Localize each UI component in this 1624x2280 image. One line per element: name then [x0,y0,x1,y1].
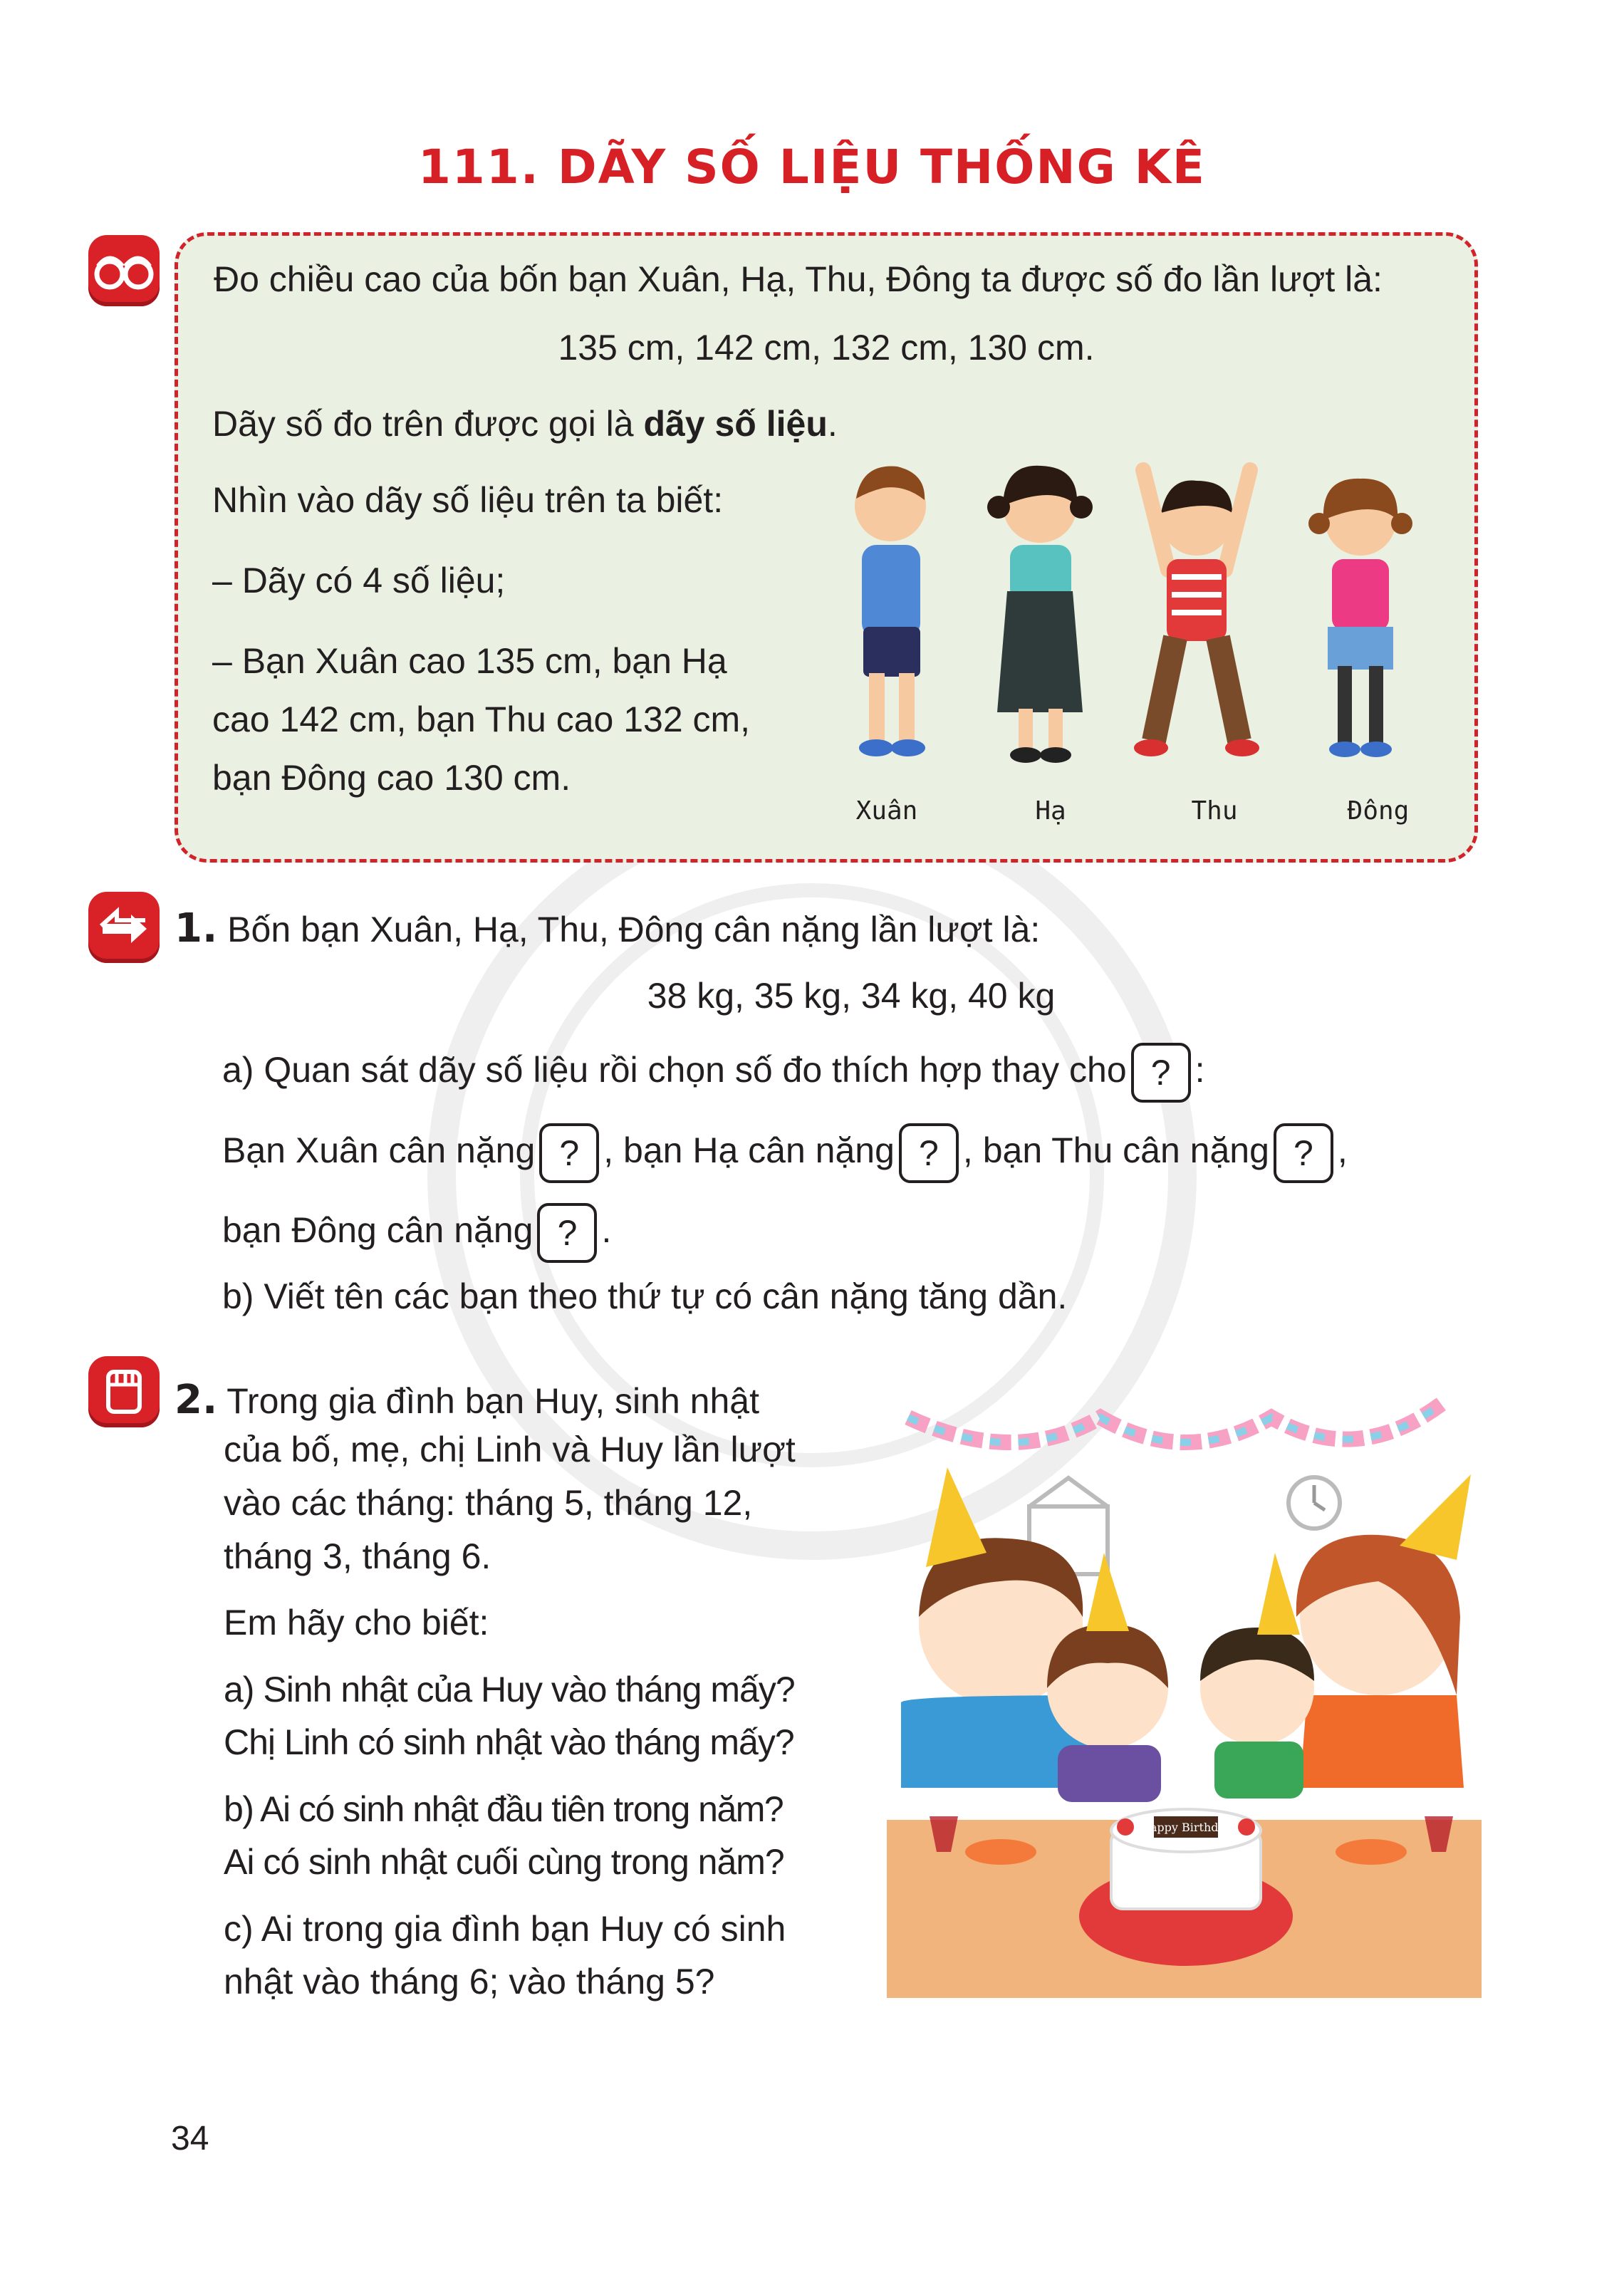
ex1-line-1: Bốn bạn Xuân, Hạ, Thu, Đông cân nặng lần lượt là: [227,910,1041,949]
ex1-number: 1. [175,905,218,952]
kid-ha-figure [987,466,1093,763]
ex1-row-1 [222,1117,1348,1184]
ex2-b-line-2: Ai có sinh nhật cuối cùng trong năm? [224,1842,784,1882]
ex1-row-2 [222,1197,611,1264]
ex2-c-line-1: c) Ai trong gia đình bạn Huy có sinh [224,1909,786,1949]
kid-label-xuan: Xuân [855,796,918,826]
binoculars-icon [88,235,160,306]
ex2-line-1 [175,1376,759,1424]
ex2-line-4: tháng 3, tháng 6. [224,1536,491,1576]
intro-line-7: cao 142 cm, bạn Thu cao 132 cm, [212,699,751,739]
ex2-a-line-2: Chị Linh có sinh nhật vào tháng mấy? [224,1722,794,1762]
intro-line-2: 135 cm, 142 cm, 132 cm, 130 cm. [558,328,1095,368]
ex1-part-a [222,1036,1205,1103]
intro-line-1: Đo chiều cao của bốn bạn Xuân, Hạ, Thu, Đông ta được số đo lần lượt là: [214,259,1383,299]
kids-illustration [819,456,1460,784]
ex1-r1-c: , bạn Thu cân nặng [962,1130,1269,1170]
ex1-data: 38 kg, 35 kg, 34 kg, 40 kg [647,976,1056,1016]
ex2-number: 2. [175,1377,218,1423]
ex2-a-line-1: a) Sinh nhật của Huy vào tháng mấy? [224,1670,795,1709]
answer-box: ? [1131,1043,1191,1103]
ex2-line-2: của bố, mẹ, chị Linh và Huy lần lượt [224,1430,796,1469]
birthday-illustration [887,1389,1482,1998]
kid-dong-figure [1308,479,1412,757]
answer-box-thu[interactable]: ? [1274,1123,1333,1183]
page-number: 34 [171,2120,209,2157]
ex1-r1-d: , [1337,1130,1348,1170]
cake-text: Happy Birthday [1140,1821,1232,1834]
ex2-line-3: vào các tháng: tháng 5, tháng 12, [224,1483,753,1523]
ex1-r2-a: bạn Đông cân nặng [222,1210,533,1250]
kid-label-dong: Đông [1347,796,1410,826]
term-day-so-lieu: dãy số liệu [643,404,828,444]
intro-line-6: – Bạn Xuân cao 135 cm, bạn Hạ [212,641,727,681]
ex1-r1-a: Bạn Xuân cân nặng [222,1130,536,1170]
ex2-line-5: Em hãy cho biết: [224,1603,489,1643]
fist-icon [88,1356,160,1427]
ex2-line-1-text: Trong gia đình bạn Huy, sinh nhật [227,1381,759,1421]
answer-box-ha[interactable]: ? [899,1123,959,1183]
kid-label-thu: Thu [1191,796,1238,826]
intro-line-3-text: Dãy số đo trên được gọi là [212,404,644,444]
ex1-r1-b: , bạn Hạ cân nặng [603,1130,895,1170]
ex1-prompt [175,905,1040,952]
kid-thu-figure [1134,470,1259,756]
ex1-a-text: a) Quan sát dãy số liệu rồi chọn số đo thích hợp thay cho [222,1050,1127,1090]
intro-line-3-end: . [827,404,838,444]
ex2-b-line-1: b) Ai có sinh nhật đầu tiên trong năm? [224,1789,784,1829]
intro-line-8: bạn Đông cao 130 cm. [212,758,571,798]
practice-arrows-icon [88,892,160,963]
answer-box-xuan[interactable]: ? [539,1123,599,1183]
ex1-part-b: b) Viết tên các bạn theo thứ tự có cân nặng tăng dần. [222,1276,1068,1316]
intro-line-4: Nhìn vào dãy số liệu trên ta biết: [212,480,724,520]
kid-xuan-figure [855,467,926,756]
kid-label-ha: Hạ [1035,796,1066,826]
ex2-c-line-2: nhật vào tháng 6; vào tháng 5? [224,1962,715,2001]
ex1-r2-b: . [601,1210,612,1250]
page-title: 111. DÃY SỐ LIỆU THỐNG KÊ [418,140,1206,194]
ex1-a-end: : [1194,1050,1205,1090]
intro-line-5: – Dãy có 4 số liệu; [212,561,506,600]
intro-line-3 [212,402,838,445]
answer-box-dong[interactable]: ? [537,1203,597,1263]
